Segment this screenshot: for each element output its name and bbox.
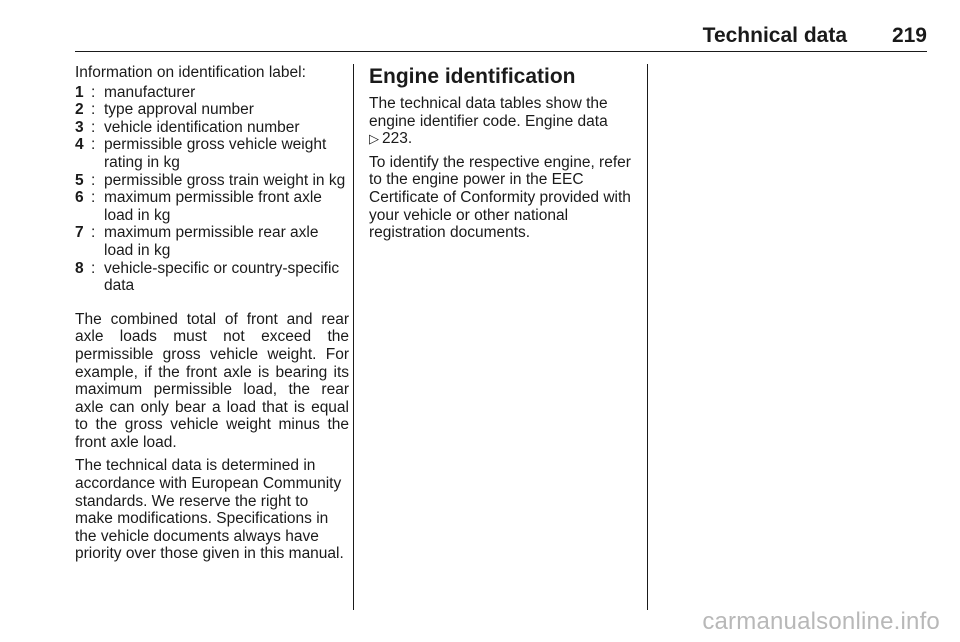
engine-data-text: The technical data tables show the engine identifier code. Engine data: [369, 95, 608, 130]
page-reference-link[interactable]: 223.: [382, 130, 413, 148]
item-text: manufacturer: [104, 83, 196, 101]
watermark: carmanualsonline.info: [702, 608, 940, 635]
section-title: Technical data: [702, 24, 847, 47]
header-rule: [75, 51, 927, 52]
item-text: vehicle-specific or country-specific data: [104, 259, 340, 295]
standards-paragraph: The technical data is determined in accordance with European Community standards. We reserve the right to make modifications. Specifications in the vehicle documents always have priority over those given in this manual.: [75, 457, 344, 563]
section-heading: Engine identification: [369, 65, 576, 88]
page-header: [75, 20, 927, 50]
item-colon: :: [91, 259, 96, 277]
item-colon: :: [91, 118, 96, 136]
item-text: maximum permissible rear axle load in kg: [104, 224, 319, 259]
item-number: 5: [75, 171, 84, 189]
list-item: [75, 189, 349, 224]
item-colon: :: [91, 83, 96, 101]
engine-data-paragraph: [369, 95, 635, 148]
item-colon: :: [91, 189, 96, 207]
list-item: [75, 172, 349, 190]
item-text: type approval number: [104, 101, 254, 119]
item-number: 4: [75, 136, 84, 154]
item-colon: :: [91, 101, 96, 119]
item-text: maximum permissible front axle load in kg: [104, 189, 322, 224]
engine-power-paragraph: To identify the respective engine, refer to the engine power in the EEC Certificate of Conformity provided with your vehicle or other national registration documents.: [369, 153, 631, 242]
list-item: [75, 101, 349, 119]
item-number: 1: [75, 83, 84, 101]
page-number: 219: [891, 24, 927, 47]
item-text: permissible gross train weight in kg: [104, 171, 346, 189]
item-colon: :: [91, 171, 96, 189]
item-number: 2: [75, 101, 84, 119]
list-item: [75, 224, 349, 259]
label-items-list: [75, 84, 349, 295]
item-number: 8: [75, 259, 84, 277]
item-text: permissible gross vehicle weight rating in kg: [104, 136, 327, 171]
column-divider: [647, 64, 648, 610]
item-colon: :: [91, 136, 96, 154]
label-intro: Information on identification label:: [75, 64, 306, 81]
list-item: [75, 136, 349, 171]
item-number: 7: [75, 224, 84, 242]
item-number: 3: [75, 118, 84, 136]
item-text: vehicle identification number: [104, 118, 300, 136]
item-colon: :: [91, 224, 96, 242]
middle-column: [369, 64, 635, 248]
left-column: [75, 64, 349, 563]
list-item: [75, 119, 349, 137]
list-item: [75, 260, 349, 295]
item-number: 6: [75, 189, 84, 207]
column-divider: [353, 64, 354, 610]
list-item: [75, 84, 349, 102]
reference-arrow-icon: ▷: [369, 131, 379, 147]
axle-load-paragraph: The combined total of front and rear axle loads must not exceed the permissible gross vehicle weight. For example, if the front axle is bearing its maximum permissible load, the rear axle can only bear a load that is equal to the gross vehicle weight minus the front axle load.: [75, 310, 349, 451]
